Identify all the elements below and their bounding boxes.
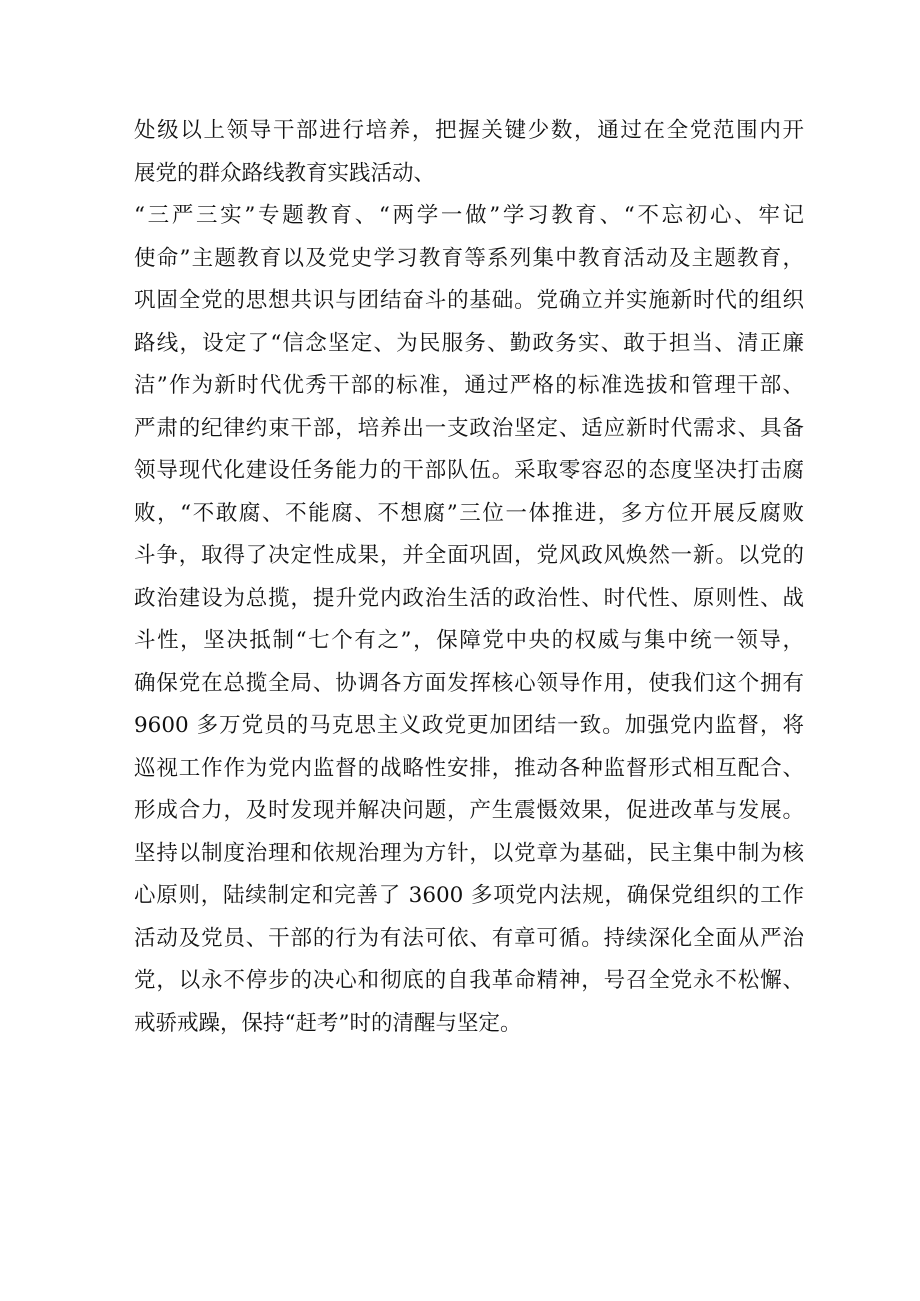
text-line: 严肃的纪律约束干部，培养出一支政治坚定、适应新时代需求、具备 — [134, 415, 804, 441]
text-line: 形成合力，及时发现并解决问题，产生震慑效果，促进改革与发展。 — [134, 798, 804, 823]
text-line: 确保党在总揽全局、协调各方面发挥核心领导作用，使我们这个拥有 — [134, 670, 804, 696]
text-line: 政治建设为总揽，提升党内政治生活的政治性、时代性、原则性、战 — [134, 585, 804, 611]
text-line: 展党的群众路线教育实践活动、 — [134, 160, 436, 186]
text-line: 使命”主题教育以及党史学习教育等系列集中教育活动及主题教育， — [134, 245, 804, 271]
text-line: 斗性，坚决抵制“七个有之”，保障党中央的权威与集中统一领导， — [134, 628, 804, 653]
text-line: 领导现代化建设任务能力的干部队伍。采取零容忍的态度坚决打击腐 — [134, 458, 804, 483]
text-line: 巩固全党的思想共识与团结奋斗的基础。党确立并实施新时代的组织 — [134, 288, 804, 313]
text-line: 路线，设定了“信念坚定、为民服务、勤政务实、敢于担当、清正廉 — [134, 330, 804, 356]
text-line: 坚持以制度治理和依规治理为方针，以党章为基础，民主集中制为核 — [134, 840, 804, 866]
text-line: 9600 多万党员的马克思主义政党更加团结一致。加强党内监督，将 — [134, 713, 804, 738]
text-line: 党，以永不停步的决心和彻底的自我革命精神，号召全党永不松懈、 — [134, 968, 804, 993]
text-line: 败，“不敢腐、不能腐、不想腐”三位一体推进，多方位开展反腐败 — [134, 500, 804, 526]
text-line: 斗争，取得了决定性成果，并全面巩固，党风政风焕然一新。以党的 — [134, 543, 804, 568]
body-paragraph — [134, 110, 804, 1045]
text-line: 戒骄戒躁，保持“赶考”时的清醒与坚定。 — [134, 1010, 522, 1036]
text-line: “三严三实”专题教育、“两学一做”学习教育、“不忘初心、牢记 — [134, 203, 804, 228]
text-line: 活动及党员、干部的行为有法可依、有章可循。持续深化全面从严治 — [134, 925, 804, 951]
text-line: 处级以上领导干部进行培养，把握关键少数，通过在全党范围内开 — [134, 118, 804, 143]
text-line: 巡视工作作为党内监督的战略性安排，推动各种监督形式相互配合、 — [134, 755, 804, 781]
text-line: 洁”作为新时代优秀干部的标准，通过严格的标准选拔和管理干部、 — [134, 373, 804, 398]
text-line: 心原则，陆续制定和完善了 3600 多项党内法规，确保党组织的工作 — [134, 883, 804, 908]
